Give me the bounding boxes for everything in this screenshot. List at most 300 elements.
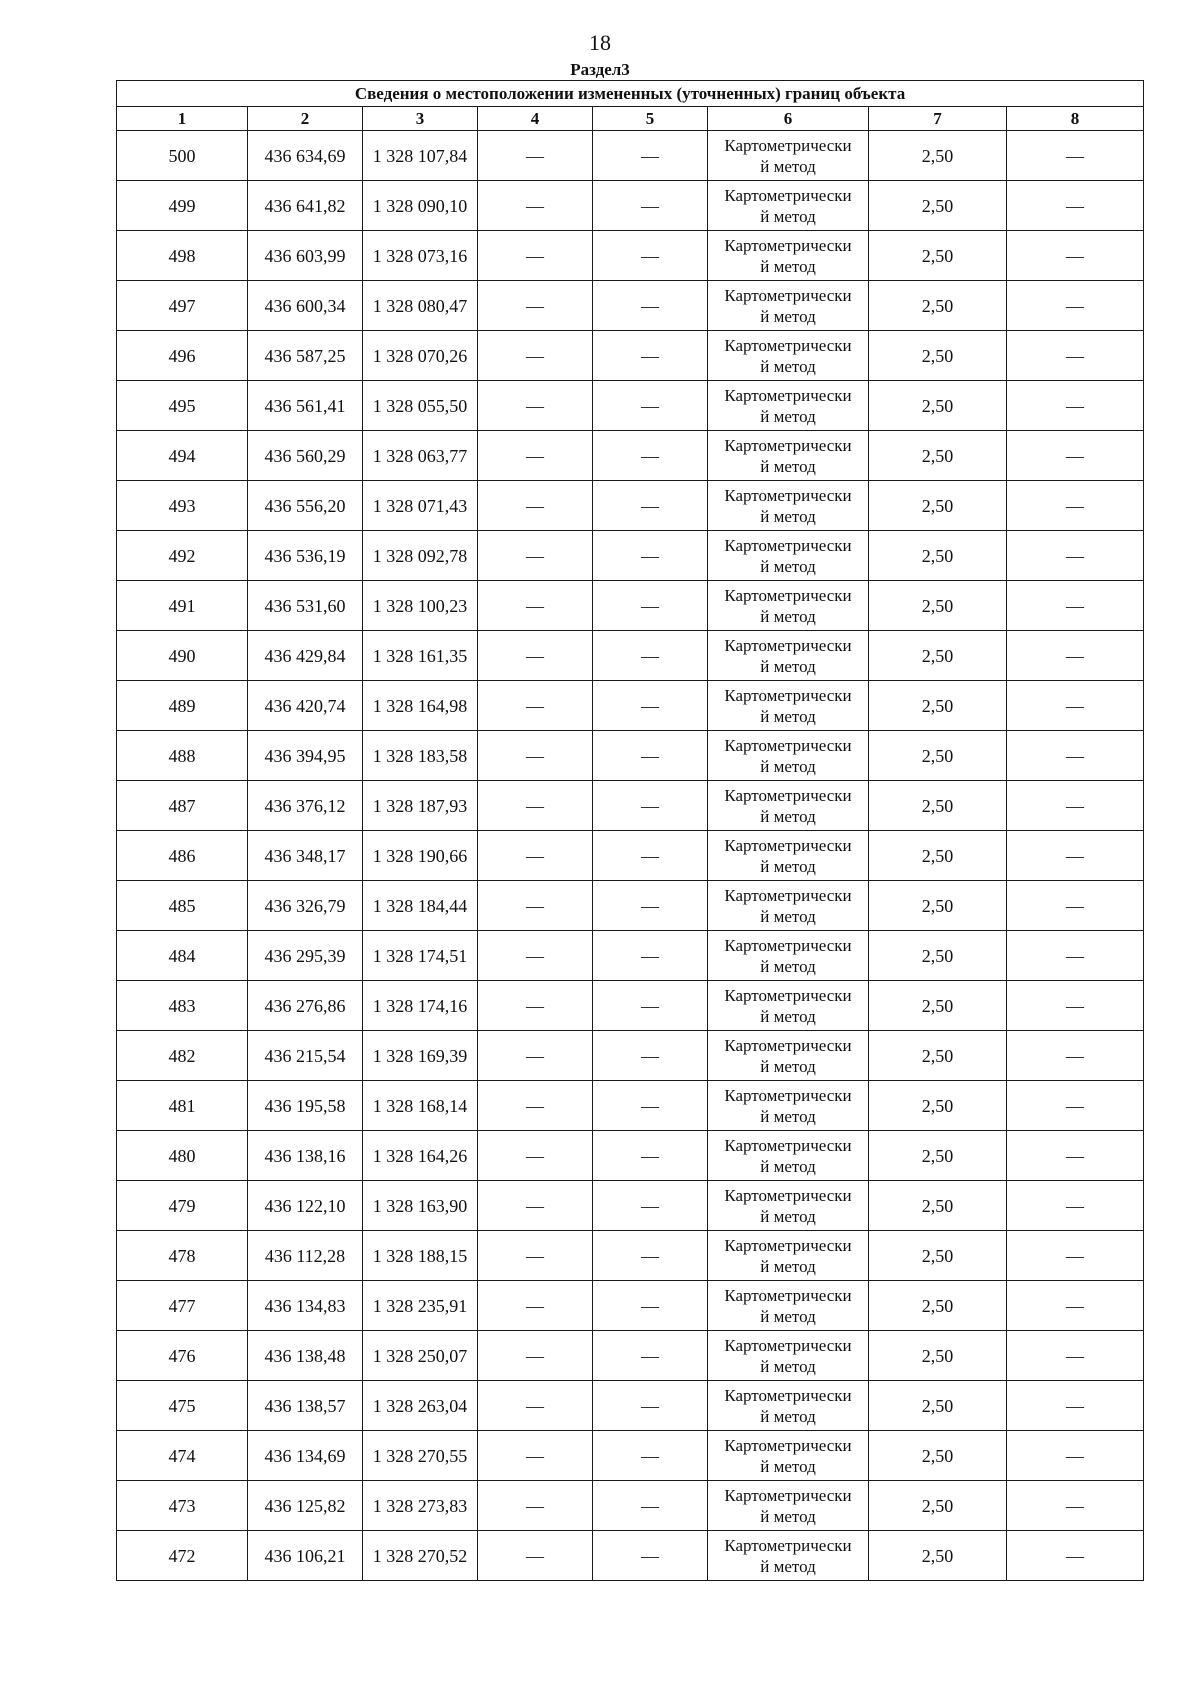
x-coordinate-cell: 436 603,99	[248, 231, 363, 281]
accuracy-cell: 2,50	[869, 781, 1007, 831]
table-row	[117, 681, 1144, 731]
method-text-line-1: Картометрически	[724, 1535, 852, 1555]
table-row	[117, 181, 1144, 231]
method-cell	[708, 381, 869, 431]
column-5-cell: —	[593, 931, 708, 981]
accuracy-cell: 2,50	[869, 1081, 1007, 1131]
accuracy-cell: 2,50	[869, 681, 1007, 731]
column-5-cell: —	[593, 831, 708, 881]
x-coordinate-cell: 436 195,58	[248, 1081, 363, 1131]
table-row	[117, 981, 1144, 1031]
x-coordinate-cell: 436 394,95	[248, 731, 363, 781]
column-4-cell: —	[478, 1331, 593, 1381]
method-text-line-2: й метод	[760, 256, 816, 276]
y-coordinate-cell: 1 328 250,07	[363, 1331, 478, 1381]
column-8-cell: —	[1007, 1331, 1144, 1381]
column-8-cell: —	[1007, 231, 1144, 281]
x-coordinate-cell: 436 122,10	[248, 1181, 363, 1231]
accuracy-cell: 2,50	[869, 731, 1007, 781]
table-row	[117, 1481, 1144, 1531]
column-5-cell: —	[593, 381, 708, 431]
method-cell	[708, 181, 869, 231]
y-coordinate-cell: 1 328 263,04	[363, 1381, 478, 1431]
method-cell	[708, 481, 869, 531]
method-text-line-1: Картометрически	[724, 285, 852, 305]
point-number-cell: 476	[117, 1331, 248, 1381]
column-5-cell: —	[593, 131, 708, 181]
column-5-cell: —	[593, 331, 708, 381]
method-text-line-1: Картометрически	[724, 685, 852, 705]
x-coordinate-cell: 436 376,12	[248, 781, 363, 831]
method-cell	[708, 1431, 869, 1481]
point-number-cell: 485	[117, 881, 248, 931]
method-text-line-2: й метод	[760, 1156, 816, 1176]
table-caption: Сведения о местоположении измененных (уточненных) границ объекта	[117, 81, 1144, 107]
coordinates-table	[116, 80, 1144, 1581]
method-text-line-1: Картометрически	[724, 785, 852, 805]
table-row	[117, 631, 1144, 681]
point-number-cell: 478	[117, 1231, 248, 1281]
column-5-cell: —	[593, 881, 708, 931]
column-4-cell: —	[478, 281, 593, 331]
accuracy-cell: 2,50	[869, 1231, 1007, 1281]
method-cell	[708, 681, 869, 731]
x-coordinate-cell: 436 134,69	[248, 1431, 363, 1481]
column-4-cell: —	[478, 1081, 593, 1131]
column-header: 3	[363, 107, 478, 131]
column-4-cell: —	[478, 331, 593, 381]
method-text-line-2: й метод	[760, 306, 816, 326]
accuracy-cell: 2,50	[869, 531, 1007, 581]
table-row	[117, 781, 1144, 831]
method-text-line-2: й метод	[760, 756, 816, 776]
y-coordinate-cell: 1 328 273,83	[363, 1481, 478, 1531]
column-5-cell: —	[593, 731, 708, 781]
table-row	[117, 1231, 1144, 1281]
method-cell	[708, 931, 869, 981]
method-text-line-2: й метод	[760, 206, 816, 226]
point-number-cell: 495	[117, 381, 248, 431]
x-coordinate-cell: 436 420,74	[248, 681, 363, 731]
point-number-cell: 482	[117, 1031, 248, 1081]
column-8-cell: —	[1007, 931, 1144, 981]
accuracy-cell: 2,50	[869, 881, 1007, 931]
method-cell	[708, 881, 869, 931]
point-number-cell: 479	[117, 1181, 248, 1231]
method-text-line-2: й метод	[760, 1456, 816, 1476]
point-number-cell: 491	[117, 581, 248, 631]
method-text-line-2: й метод	[760, 1406, 816, 1426]
method-cell	[708, 1531, 869, 1581]
method-cell	[708, 131, 869, 181]
column-4-cell: —	[478, 431, 593, 481]
column-5-cell: —	[593, 181, 708, 231]
method-text-line-2: й метод	[760, 1256, 816, 1276]
method-text-line-2: й метод	[760, 856, 816, 876]
point-number-cell: 483	[117, 981, 248, 1031]
column-8-cell: —	[1007, 281, 1144, 331]
method-text-line-2: й метод	[760, 1356, 816, 1376]
column-8-cell: —	[1007, 1281, 1144, 1331]
x-coordinate-cell: 436 600,34	[248, 281, 363, 331]
method-text-line-1: Картометрически	[724, 1435, 852, 1455]
method-text-line-2: й метод	[760, 1206, 816, 1226]
y-coordinate-cell: 1 328 270,55	[363, 1431, 478, 1481]
column-header: 2	[248, 107, 363, 131]
method-text-line-1: Картометрически	[724, 835, 852, 855]
accuracy-cell: 2,50	[869, 131, 1007, 181]
column-5-cell: —	[593, 531, 708, 581]
section-label: Раздел3	[570, 60, 630, 79]
method-text-line-1: Картометрически	[724, 485, 852, 505]
column-5-cell: —	[593, 431, 708, 481]
method-text-line-1: Картометрически	[724, 335, 852, 355]
column-5-cell: —	[593, 231, 708, 281]
accuracy-cell: 2,50	[869, 631, 1007, 681]
column-5-cell: —	[593, 581, 708, 631]
method-text-line-2: й метод	[760, 956, 816, 976]
table-caption-row	[117, 81, 1144, 107]
column-8-cell: —	[1007, 431, 1144, 481]
method-cell	[708, 331, 869, 381]
x-coordinate-cell: 436 125,82	[248, 1481, 363, 1531]
method-cell	[708, 1231, 869, 1281]
table-row	[117, 581, 1144, 631]
column-4-cell: —	[478, 631, 593, 681]
column-4-cell: —	[478, 1131, 593, 1181]
method-text-line-1: Картометрически	[724, 385, 852, 405]
y-coordinate-cell: 1 328 184,44	[363, 881, 478, 931]
x-coordinate-cell: 436 138,16	[248, 1131, 363, 1181]
accuracy-cell: 2,50	[869, 231, 1007, 281]
x-coordinate-cell: 436 587,25	[248, 331, 363, 381]
method-text-line-1: Картометрически	[724, 585, 852, 605]
column-5-cell: —	[593, 1381, 708, 1431]
column-5-cell: —	[593, 781, 708, 831]
column-8-cell: —	[1007, 881, 1144, 931]
method-text-line-1: Картометрически	[724, 185, 852, 205]
x-coordinate-cell: 436 215,54	[248, 1031, 363, 1081]
x-coordinate-cell: 436 556,20	[248, 481, 363, 531]
x-coordinate-cell: 436 348,17	[248, 831, 363, 881]
column-8-cell: —	[1007, 1381, 1144, 1431]
method-text-line-1: Картометрически	[724, 935, 852, 955]
accuracy-cell: 2,50	[869, 281, 1007, 331]
y-coordinate-cell: 1 328 100,23	[363, 581, 478, 631]
column-8-cell: —	[1007, 1031, 1144, 1081]
column-header: 5	[593, 107, 708, 131]
x-coordinate-cell: 436 106,21	[248, 1531, 363, 1581]
column-header: 8	[1007, 107, 1144, 131]
column-5-cell: —	[593, 1481, 708, 1531]
method-text-line-1: Картометрически	[724, 535, 852, 555]
table-row	[117, 431, 1144, 481]
table-row	[117, 381, 1144, 431]
method-text-line-1: Картометрически	[724, 885, 852, 905]
table-row	[117, 1281, 1144, 1331]
column-4-cell: —	[478, 981, 593, 1031]
column-8-cell: —	[1007, 1231, 1144, 1281]
method-text-line-1: Картометрически	[724, 235, 852, 255]
method-text-line-1: Картометрически	[724, 1335, 852, 1355]
column-4-cell: —	[478, 731, 593, 781]
accuracy-cell: 2,50	[869, 1181, 1007, 1231]
column-4-cell: —	[478, 531, 593, 581]
column-5-cell: —	[593, 1431, 708, 1481]
accuracy-cell: 2,50	[869, 431, 1007, 481]
point-number-cell: 473	[117, 1481, 248, 1531]
column-header-row	[117, 107, 1144, 131]
x-coordinate-cell: 436 134,83	[248, 1281, 363, 1331]
method-text-line-2: й метод	[760, 1556, 816, 1576]
method-cell	[708, 1481, 869, 1531]
table-row	[117, 1331, 1144, 1381]
table-row	[117, 281, 1144, 331]
point-number-cell: 500	[117, 131, 248, 181]
column-4-cell: —	[478, 231, 593, 281]
accuracy-cell: 2,50	[869, 481, 1007, 531]
column-5-cell: —	[593, 1131, 708, 1181]
column-4-cell: —	[478, 1281, 593, 1331]
method-text-line-2: й метод	[760, 606, 816, 626]
y-coordinate-cell: 1 328 080,47	[363, 281, 478, 331]
y-coordinate-cell: 1 328 070,26	[363, 331, 478, 381]
method-cell	[708, 1381, 869, 1431]
x-coordinate-cell: 436 634,69	[248, 131, 363, 181]
column-4-cell: —	[478, 1031, 593, 1081]
column-5-cell: —	[593, 281, 708, 331]
x-coordinate-cell: 436 295,39	[248, 931, 363, 981]
column-8-cell: —	[1007, 981, 1144, 1031]
column-4-cell: —	[478, 381, 593, 431]
point-number-cell: 490	[117, 631, 248, 681]
column-8-cell: —	[1007, 531, 1144, 581]
table-row	[117, 1381, 1144, 1431]
method-text-line-2: й метод	[760, 906, 816, 926]
column-8-cell: —	[1007, 1131, 1144, 1181]
x-coordinate-cell: 436 561,41	[248, 381, 363, 431]
y-coordinate-cell: 1 328 071,43	[363, 481, 478, 531]
table-row	[117, 831, 1144, 881]
table-row	[117, 131, 1144, 181]
y-coordinate-cell: 1 328 190,66	[363, 831, 478, 881]
point-number-cell: 494	[117, 431, 248, 481]
column-header: 4	[478, 107, 593, 131]
column-5-cell: —	[593, 1181, 708, 1231]
table-row	[117, 1531, 1144, 1581]
column-8-cell: —	[1007, 181, 1144, 231]
column-8-cell: —	[1007, 1181, 1144, 1231]
y-coordinate-cell: 1 328 107,84	[363, 131, 478, 181]
y-coordinate-cell: 1 328 168,14	[363, 1081, 478, 1131]
x-coordinate-cell: 436 536,19	[248, 531, 363, 581]
column-5-cell: —	[593, 631, 708, 681]
method-text-line-2: й метод	[760, 1306, 816, 1326]
y-coordinate-cell: 1 328 169,39	[363, 1031, 478, 1081]
point-number-cell: 497	[117, 281, 248, 331]
point-number-cell: 472	[117, 1531, 248, 1581]
accuracy-cell: 2,50	[869, 1531, 1007, 1581]
method-cell	[708, 1331, 869, 1381]
column-5-cell: —	[593, 981, 708, 1031]
column-4-cell: —	[478, 1431, 593, 1481]
accuracy-cell: 2,50	[869, 1381, 1007, 1431]
point-number-cell: 477	[117, 1281, 248, 1331]
table-row	[117, 481, 1144, 531]
column-8-cell: —	[1007, 131, 1144, 181]
column-4-cell: —	[478, 131, 593, 181]
accuracy-cell: 2,50	[869, 181, 1007, 231]
method-cell	[708, 281, 869, 331]
column-5-cell: —	[593, 1081, 708, 1131]
x-coordinate-cell: 436 276,86	[248, 981, 363, 1031]
x-coordinate-cell: 436 138,57	[248, 1381, 363, 1431]
column-4-cell: —	[478, 481, 593, 531]
method-text-line-1: Картометрически	[724, 985, 852, 1005]
method-text-line-1: Картометрически	[724, 1235, 852, 1255]
accuracy-cell: 2,50	[869, 1281, 1007, 1331]
table-row	[117, 331, 1144, 381]
column-header: 6	[708, 107, 869, 131]
column-8-cell: —	[1007, 731, 1144, 781]
method-text-line-1: Картометрически	[724, 1385, 852, 1405]
table-row	[117, 881, 1144, 931]
method-text-line-1: Картометрически	[724, 635, 852, 655]
point-number-cell: 480	[117, 1131, 248, 1181]
column-8-cell: —	[1007, 781, 1144, 831]
y-coordinate-cell: 1 328 270,52	[363, 1531, 478, 1581]
column-8-cell: —	[1007, 1081, 1144, 1131]
y-coordinate-cell: 1 328 092,78	[363, 531, 478, 581]
y-coordinate-cell: 1 328 187,93	[363, 781, 478, 831]
accuracy-cell: 2,50	[869, 581, 1007, 631]
column-4-cell: —	[478, 1181, 593, 1231]
method-cell	[708, 531, 869, 581]
column-header: 7	[869, 107, 1007, 131]
column-8-cell: —	[1007, 581, 1144, 631]
column-4-cell: —	[478, 931, 593, 981]
column-4-cell: —	[478, 581, 593, 631]
method-text-line-2: й метод	[760, 556, 816, 576]
method-text-line-2: й метод	[760, 456, 816, 476]
point-number-cell: 498	[117, 231, 248, 281]
column-4-cell: —	[478, 1481, 593, 1531]
method-text-line-2: й метод	[760, 506, 816, 526]
method-cell	[708, 231, 869, 281]
method-text-line-2: й метод	[760, 1106, 816, 1126]
method-text-line-2: й метод	[760, 1056, 816, 1076]
accuracy-cell: 2,50	[869, 931, 1007, 981]
column-8-cell: —	[1007, 331, 1144, 381]
accuracy-cell: 2,50	[869, 381, 1007, 431]
column-4-cell: —	[478, 681, 593, 731]
column-8-cell: —	[1007, 831, 1144, 881]
column-8-cell: —	[1007, 381, 1144, 431]
accuracy-cell: 2,50	[869, 331, 1007, 381]
column-5-cell: —	[593, 1231, 708, 1281]
method-text-line-1: Картометрически	[724, 1285, 852, 1305]
table-row	[117, 1031, 1144, 1081]
y-coordinate-cell: 1 328 073,16	[363, 231, 478, 281]
x-coordinate-cell: 436 326,79	[248, 881, 363, 931]
y-coordinate-cell: 1 328 163,90	[363, 1181, 478, 1231]
method-text-line-1: Картометрически	[724, 735, 852, 755]
accuracy-cell: 2,50	[869, 1131, 1007, 1181]
method-cell	[708, 1031, 869, 1081]
table-row	[117, 531, 1144, 581]
y-coordinate-cell: 1 328 063,77	[363, 431, 478, 481]
table-row	[117, 1131, 1144, 1181]
point-number-cell: 475	[117, 1381, 248, 1431]
column-header: 1	[117, 107, 248, 131]
y-coordinate-cell: 1 328 164,26	[363, 1131, 478, 1181]
y-coordinate-cell: 1 328 161,35	[363, 631, 478, 681]
accuracy-cell: 2,50	[869, 1431, 1007, 1481]
method-cell	[708, 781, 869, 831]
method-text-line-2: й метод	[760, 406, 816, 426]
point-number-cell: 499	[117, 181, 248, 231]
method-text-line-1: Картометрически	[724, 435, 852, 455]
method-text-line-1: Картометрически	[724, 1085, 852, 1105]
method-text-line-2: й метод	[760, 356, 816, 376]
y-coordinate-cell: 1 328 174,51	[363, 931, 478, 981]
method-text-line-2: й метод	[760, 1006, 816, 1026]
method-text-line-2: й метод	[760, 706, 816, 726]
accuracy-cell: 2,50	[869, 1331, 1007, 1381]
column-5-cell: —	[593, 1531, 708, 1581]
accuracy-cell: 2,50	[869, 1481, 1007, 1531]
y-coordinate-cell: 1 328 090,10	[363, 181, 478, 231]
table-row	[117, 731, 1144, 781]
column-4-cell: —	[478, 831, 593, 881]
column-8-cell: —	[1007, 1431, 1144, 1481]
y-coordinate-cell: 1 328 188,15	[363, 1231, 478, 1281]
method-cell	[708, 831, 869, 881]
method-text-line-2: й метод	[760, 156, 816, 176]
method-cell	[708, 431, 869, 481]
column-4-cell: —	[478, 181, 593, 231]
table-body	[117, 131, 1144, 1581]
table-row	[117, 1081, 1144, 1131]
point-number-cell: 474	[117, 1431, 248, 1481]
method-text-line-1: Картометрически	[724, 1035, 852, 1055]
column-5-cell: —	[593, 1331, 708, 1381]
method-text-line-1: Картометрически	[724, 1485, 852, 1505]
x-coordinate-cell: 436 429,84	[248, 631, 363, 681]
column-4-cell: —	[478, 1231, 593, 1281]
point-number-cell: 493	[117, 481, 248, 531]
method-text-line-1: Картометрически	[724, 1185, 852, 1205]
column-4-cell: —	[478, 1531, 593, 1581]
column-4-cell: —	[478, 1381, 593, 1431]
accuracy-cell: 2,50	[869, 1031, 1007, 1081]
method-cell	[708, 981, 869, 1031]
point-number-cell: 487	[117, 781, 248, 831]
method-text-line-1: Картометрически	[724, 135, 852, 155]
accuracy-cell: 2,50	[869, 831, 1007, 881]
column-4-cell: —	[478, 781, 593, 831]
accuracy-cell: 2,50	[869, 981, 1007, 1031]
y-coordinate-cell: 1 328 164,98	[363, 681, 478, 731]
column-4-cell: —	[478, 881, 593, 931]
column-8-cell: —	[1007, 631, 1144, 681]
point-number-cell: 488	[117, 731, 248, 781]
y-coordinate-cell: 1 328 183,58	[363, 731, 478, 781]
x-coordinate-cell: 436 641,82	[248, 181, 363, 231]
table-row	[117, 1431, 1144, 1481]
point-number-cell: 486	[117, 831, 248, 881]
y-coordinate-cell: 1 328 174,16	[363, 981, 478, 1031]
